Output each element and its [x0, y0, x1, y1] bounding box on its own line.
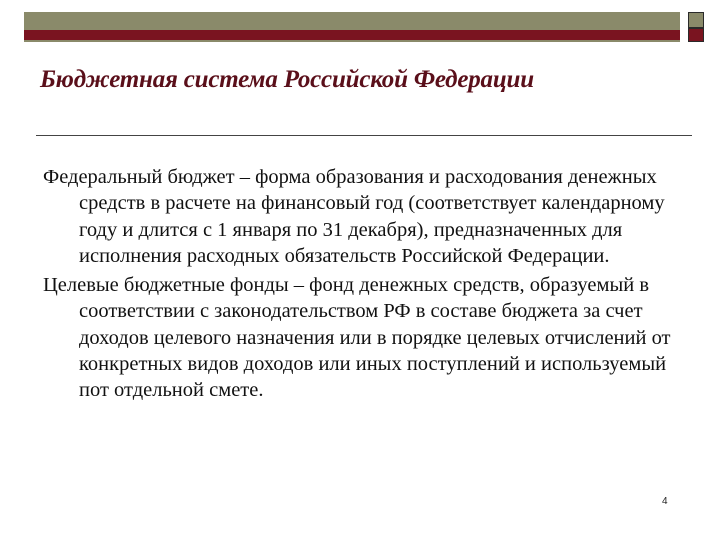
paragraph-target-funds: Целевые бюджетные фонды – фонд денежных средств, образуемый в соответствии с законодательством РФ в составе бюджета за счет доходов целевого назначения или в порядке целевых отчислений от конкретных видов доходов или иных поступлений и используемый пот отдельной смете.: [43, 274, 671, 402]
page-number: 4: [662, 496, 668, 507]
paragraph-federal-budget: Федеральный бюджет – форма образования и расходования денежных средств в расчете на финансовый год (соответствует календарному году и длится с 1 января по 31 декабря), предназначенных для исполнения расходных обязательств Российской Федерации.: [43, 166, 665, 267]
slide-body: [43, 164, 683, 407]
slide-title: Бюджетная система Российской Федерации: [40, 66, 534, 93]
header-square-maroon: [688, 28, 704, 42]
header-stripe: [24, 30, 680, 40]
header-square-olive: [688, 12, 704, 28]
title-divider: [36, 135, 692, 136]
